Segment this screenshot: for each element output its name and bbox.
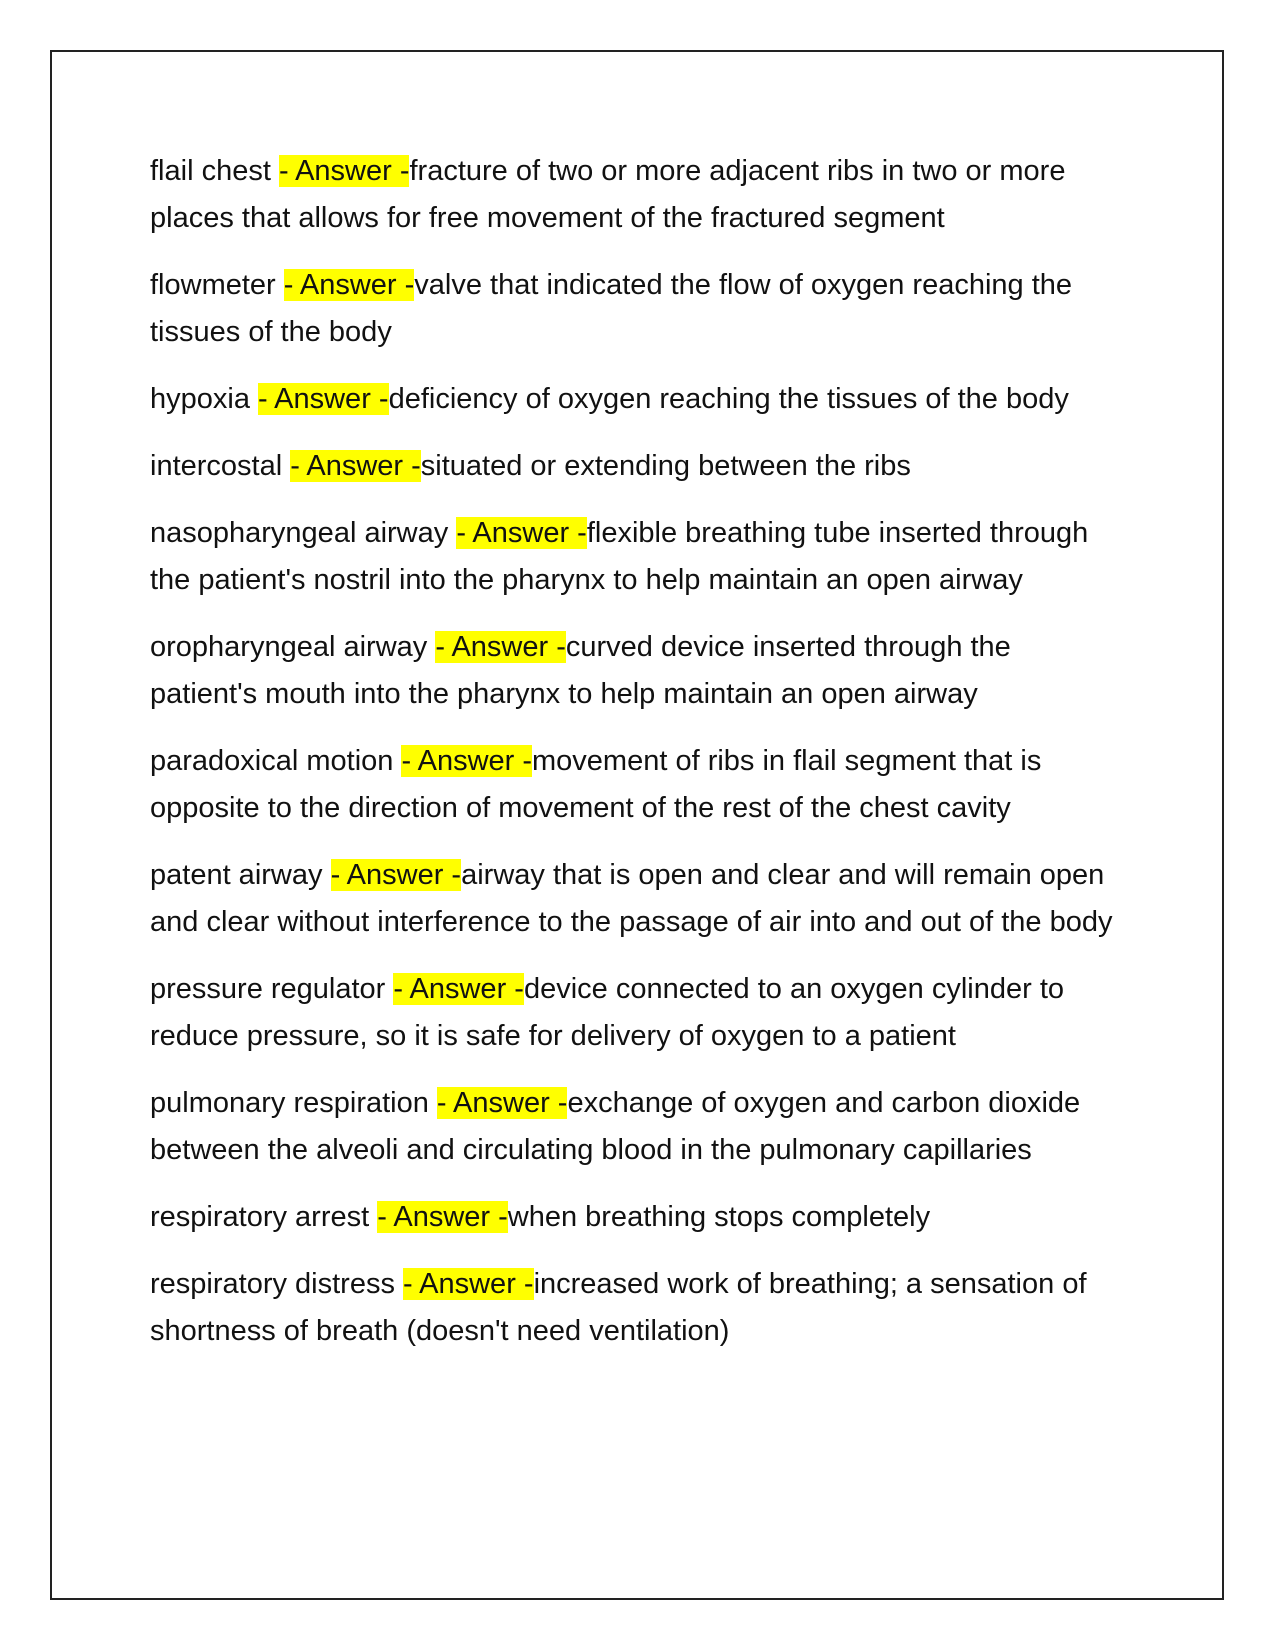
- glossary-entry: [150, 1080, 1120, 1174]
- definition: situated or extending between the ribs: [420, 450, 911, 482]
- definition: curved device inserted through the patient's mouth into the pharynx to help maintain an open airway: [150, 631, 1011, 710]
- definition: deficiency of oxygen reaching the tissues of the body: [388, 383, 1069, 415]
- definition: increased work of breathing; a sensation of shortness of breath (doesn't need ventilation): [150, 1268, 1087, 1347]
- answer-marker: - Answer -: [283, 269, 415, 301]
- definition: airway that is open and clear and will remain open and clear without interference to the passage of air into and out of the body: [150, 859, 1113, 938]
- definition: fracture of two or more adjacent ribs in two or more places that allows for free movement of the fractured segment: [150, 155, 1066, 234]
- answer-marker: - Answer -: [436, 1087, 568, 1119]
- glossary-entry: [150, 738, 1120, 832]
- glossary-entry: [150, 148, 1120, 242]
- term: respiratory distress: [150, 1268, 395, 1300]
- glossary-entry: [150, 624, 1120, 718]
- glossary-entry: [150, 852, 1120, 946]
- answer-marker: - Answer -: [456, 517, 587, 549]
- glossary-entry: [150, 1261, 1120, 1355]
- glossary-entry: [150, 1194, 1120, 1241]
- definition: device connected to an oxygen cylinder to reduce pressure, so it is safe for delivery of oxygen to a patient: [150, 973, 1065, 1052]
- answer-marker: - Answer -: [377, 1201, 508, 1233]
- term: pressure regulator: [150, 973, 386, 1005]
- term: intercostal: [150, 450, 283, 482]
- answer-marker: - Answer -: [258, 383, 389, 415]
- term: oropharyngeal airway: [150, 631, 428, 663]
- glossary-entry: [150, 262, 1120, 356]
- glossary-entry: [150, 443, 1120, 490]
- definition: exchange of oxygen and carbon dioxide between the alveoli and circulating blood in the pulmonary capillaries: [150, 1087, 1081, 1166]
- term: patent airway: [150, 859, 323, 891]
- answer-marker: - Answer -: [290, 450, 421, 482]
- answer-marker: - Answer -: [403, 1268, 534, 1300]
- answer-marker: - Answer -: [278, 155, 410, 187]
- answer-marker: - Answer -: [393, 973, 524, 1005]
- term: paradoxical motion: [150, 745, 394, 777]
- definition: flexible breathing tube inserted through the patient's nostril into the pharynx to help maintain an open airway: [150, 517, 1089, 596]
- answer-marker: - Answer -: [401, 745, 533, 777]
- definition: movement of ribs in flail segment that is opposite to the direction of movement of the rest of the chest cavity: [150, 745, 1042, 824]
- term: respiratory arrest: [150, 1201, 370, 1233]
- term: nasopharyngeal airway: [150, 517, 449, 549]
- glossary-list: [150, 148, 1120, 1375]
- answer-marker: - Answer -: [435, 631, 566, 663]
- definition: valve that indicated the flow of oxygen reaching the tissues of the body: [150, 269, 1073, 348]
- glossary-entry: [150, 510, 1120, 604]
- definition: when breathing stops completely: [507, 1201, 931, 1233]
- term: flowmeter: [150, 269, 276, 301]
- glossary-entry: [150, 376, 1120, 423]
- term: pulmonary respiration: [150, 1087, 429, 1119]
- term: hypoxia: [150, 383, 250, 415]
- glossary-entry: [150, 966, 1120, 1060]
- answer-marker: - Answer -: [330, 859, 462, 891]
- term: flail chest: [150, 155, 271, 187]
